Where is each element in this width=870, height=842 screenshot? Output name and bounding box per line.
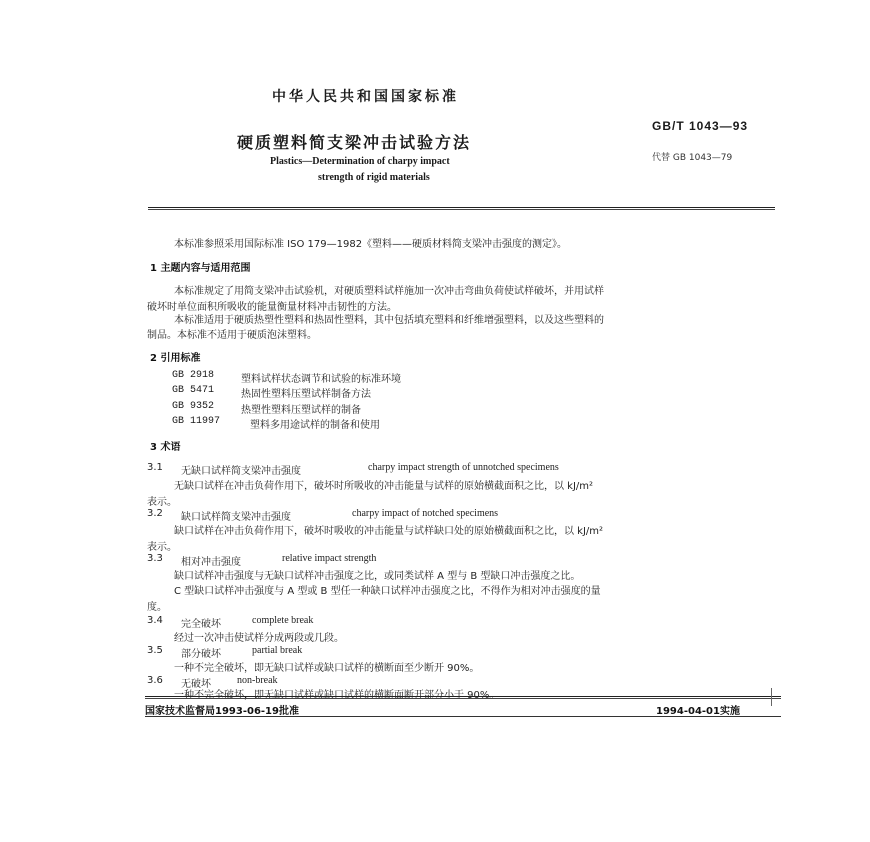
term-definition-line: 一种不完全破坏，即无缺口试样或缺口试样的横断面断开部分小于 90%。 bbox=[174, 690, 500, 701]
scan-edge-mark bbox=[771, 688, 772, 706]
term-definition-line: 表示。 bbox=[147, 497, 177, 508]
ref-title: 塑料多用途试样的制备和使用 bbox=[250, 420, 380, 431]
ref-title: 塑料试样状态调节和试验的标准环境 bbox=[241, 374, 401, 385]
term-definition-line: 度。 bbox=[147, 602, 167, 613]
term-definition-line: C 型缺口试样冲击强度与 A 型或 B 型任一种缺口试样冲击强度之比，不得作为相对冲击强度的量 bbox=[174, 586, 601, 597]
term-name: 部分破坏 bbox=[181, 649, 221, 660]
term-english: complete break bbox=[252, 615, 314, 626]
term-english: charpy impact strength of unnotched specimens bbox=[368, 462, 559, 473]
term-definition-line: 一种不完全破坏，即无缺口试样或缺口试样的横断面至少断开 90%。 bbox=[174, 663, 480, 674]
term-number: 3.3 bbox=[147, 553, 163, 564]
header-rule bbox=[148, 207, 775, 208]
term-english: partial break bbox=[252, 645, 303, 656]
term-number: 3.4 bbox=[147, 615, 163, 626]
ref-code: GB 9352 bbox=[172, 401, 215, 412]
effective-date: 1994-04-01实施 bbox=[656, 706, 740, 717]
term-name: 完全破坏 bbox=[181, 619, 221, 630]
term-name: 无破坏 bbox=[181, 679, 211, 690]
title-chinese: 硬质塑料简支梁冲击试验方法 bbox=[237, 133, 472, 152]
gb-number: GB/T 1043—93 bbox=[652, 119, 749, 133]
ref-code: GB 2918 bbox=[172, 370, 215, 381]
footer-rule-secondary bbox=[145, 698, 781, 699]
section1-p2-line2: 制品。本标准不适用于硬质泡沫塑料。 bbox=[147, 330, 317, 341]
term-definition-line: 经过一次冲击使试样分成两段或几段。 bbox=[174, 633, 344, 644]
title-english-line1: Plastics—Determination of charpy impact bbox=[270, 156, 450, 167]
header-rule-secondary bbox=[148, 209, 775, 210]
ref-code: GB 5471 bbox=[172, 385, 215, 396]
section1-p2-line1: 本标准适用于硬质热塑性塑料和热固性塑料，其中包括填充塑料和纤维增强塑料，以及这些塑料的 bbox=[174, 315, 604, 326]
ref-title: 热塑性塑料压塑试样的制备 bbox=[241, 405, 361, 416]
term-number: 3.1 bbox=[147, 462, 163, 473]
term-definition-line: 表示。 bbox=[147, 542, 177, 553]
term-definition-line: 缺口试样在冲击负荷作用下，破坏时吸收的冲击能量与试样缺口处的原始横截面积之比，以 kJ/m² bbox=[174, 526, 604, 537]
term-name: 相对冲击强度 bbox=[181, 557, 241, 568]
term-english: charpy impact of notched specimens bbox=[352, 508, 499, 519]
national-standard-heading: 中华人民共和国国家标准 bbox=[272, 89, 459, 105]
section2-heading: 2 引用标准 bbox=[150, 353, 201, 364]
section1-heading: 1 主题内容与适用范围 bbox=[150, 263, 251, 274]
title-english-line2: strength of rigid materials bbox=[318, 172, 430, 183]
ref-code: GB 11997 bbox=[172, 416, 221, 427]
approval-date: 国家技术监督局1993-06-19批准 bbox=[145, 706, 299, 717]
term-name: 缺口试样简支梁冲击强度 bbox=[181, 512, 291, 523]
term-number: 3.6 bbox=[147, 675, 163, 686]
section1-p1-line1: 本标准规定了用简支梁冲击试验机，对硬质塑料试样施加一次冲击弯曲负荷使试样破坏，并用试样 bbox=[174, 286, 604, 297]
footer-rule bbox=[145, 696, 781, 697]
intro-paragraph: 本标准参照采用国际标准 ISO 179—1982《塑料——硬质材料简支梁冲击强度的测定》。 bbox=[174, 239, 568, 250]
section3-heading: 3 术语 bbox=[150, 442, 181, 453]
section1-p1-line2: 破坏时单位面积所吸收的能量衡量材料冲击韧性的方法。 bbox=[147, 302, 397, 313]
term-definition-line: 缺口试样冲击强度与无缺口试样冲击强度之比，或同类试样 A 型与 B 型缺口冲击强度之比。 bbox=[174, 571, 581, 582]
term-definition-line: 无缺口试样在冲击负荷作用下，破坏时所吸收的冲击能量与试样的原始横截面积之比，以 kJ/m² bbox=[174, 481, 594, 492]
term-english: relative impact strength bbox=[282, 553, 377, 564]
replaces-note: 代替 GB 1043—79 bbox=[652, 153, 733, 163]
term-number: 3.5 bbox=[147, 645, 163, 656]
term-english: non-break bbox=[237, 675, 278, 686]
footer-underline bbox=[145, 716, 781, 717]
term-number: 3.2 bbox=[147, 508, 163, 519]
ref-title: 热固性塑料压塑试样制备方法 bbox=[241, 389, 371, 400]
term-name: 无缺口试样简支梁冲击强度 bbox=[181, 466, 301, 477]
